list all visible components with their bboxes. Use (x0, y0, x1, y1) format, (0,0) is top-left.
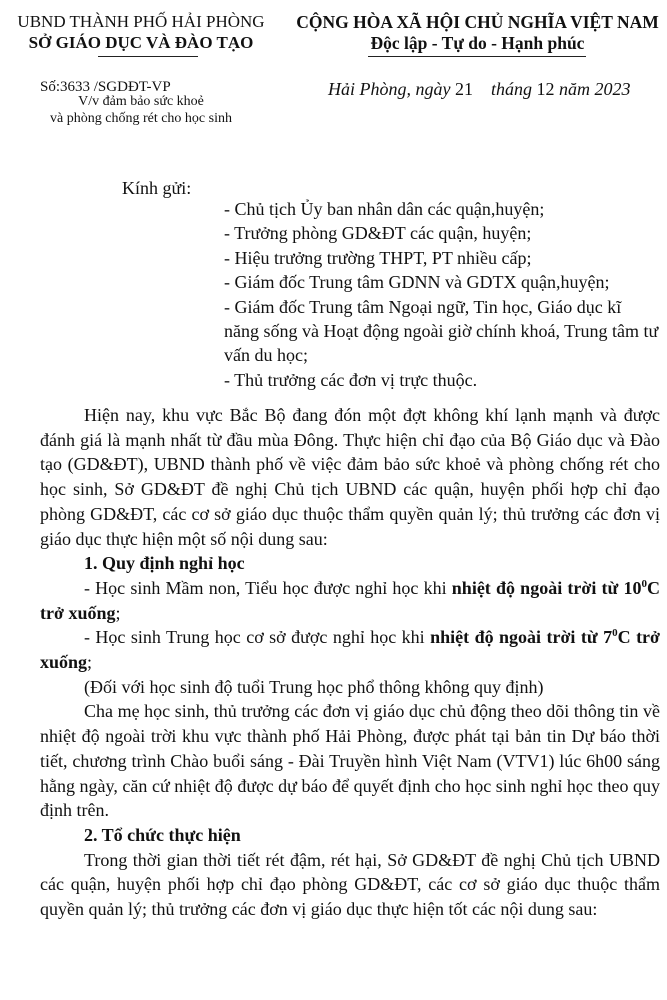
document-subject: V/v đảm bảo sức khoẻ và phòng chống rét cho học sinh (50, 94, 232, 126)
implementation-paragraph: Trong thời gian thời tiết rét đậm, rét hại, Sở GD&ĐT đề nghị Chủ tịch UBND các quận, huyện phối hợp chỉ đạo phòng GD&ĐT, các cơ sở giáo dục thuộc thẩm quyền quản lý; thủ trưởng các đơn vị giáo dục thực hiện tốt các nội dung sau: (40, 849, 660, 920)
header-underline-right (368, 56, 586, 57)
rule-lower-secondary: - Học sinh Trung học cơ sở được nghỉ học khi nhiệt độ ngoài trời từ $7^0C$ trở xuống; (40, 627, 661, 673)
document-date: Hải Phòng, ngày 21 tháng 12 năm 2023 (328, 79, 631, 99)
recipient-list (224, 197, 659, 392)
greeting: Kính gửi: (122, 178, 192, 198)
national-title: CỘNG HÒA XÃ HỘI CHỦ NGHĨA VIỆT NAM (296, 12, 659, 32)
issuing-authority: UBND THÀNH PHỐ HẢI PHÒNG (17, 12, 265, 31)
parents-paragraph: Cha mẹ học sinh, thủ trưởng các đơn vị giáo dục chủ động theo dõi thông tin về nhiệt độ ngoài trời khu vực thành phố Hải Phòng, được phát tại bản tin Dự báo thời tiết, chương trình Chào buổi sáng - Đài Truyền hình Việt Nam (VTV1) lúc 6h00 sáng hằng ngày, căn cứ nhiệt độ được dự báo để quyết định cho học sinh nghỉ học theo quy định trên. (40, 701, 660, 821)
recipient-item: - Giám đốc Trung tâm Ngoại ngữ, Tin học, Giáo dục kĩ năng sống và Hoạt động ngoài giờ chính khoá, Trung tâm tư vấn du học; (224, 296, 659, 366)
section-1-title: 1. Quy định nghỉ học (84, 553, 245, 574)
recipient-item: - Chủ tịch Ủy ban nhân dân các quận,huyện; (224, 199, 545, 219)
national-motto: Độc lập - Tự do - Hạnh phúc (370, 33, 585, 53)
letter-body (40, 403, 660, 922)
intro-paragraph: Hiện nay, khu vực Bắc Bộ đang đón một đợt không khí lạnh mạnh và được đánh giá là mạnh nhất từ đầu mùa Đông. Thực hiện chỉ đạo của Bộ Giáo dục và Đào tạo (GD&ĐT), UBND thành phố về việc đảm bảo sức khoẻ và phòng chống rét cho học sinh, Sở GD&ĐT đề nghị Chủ tịch UBND các quận, huyện phối hợp chỉ đạo phòng GD&ĐT, các cơ sở giáo dục thuộc thẩm quyền quản lý; thủ trưởng các đơn vị giáo dục thực hiện một số nội dung sau: (40, 405, 660, 549)
header-underline-left (98, 56, 198, 57)
rule-kindergarten-primary: - Học sinh Mầm non, Tiểu học được nghỉ học khi nhiệt độ ngoài trời từ $10^0C$ trở xuống; (40, 577, 660, 623)
recipient-item: - Thủ trưởng các đơn vị trực thuộc. (224, 369, 478, 390)
section-2-title: 2. Tổ chức thực hiện (84, 824, 241, 845)
upper-secondary-note: (Đối với học sinh độ tuổi Trung học phổ thông không quy định) (84, 676, 544, 697)
recipient-item: - Trưởng phòng GD&ĐT các quận, huyện; (224, 223, 532, 244)
document-number: Số:3633 /SGDĐT-VP (40, 79, 171, 95)
recipient-item: - Hiệu trưởng trường THPT, PT nhiều cấp; (224, 247, 532, 268)
issuing-department: SỞ GIÁO DỤC VÀ ĐÀO TẠO (28, 33, 254, 52)
recipient-item: - Giám đốc Trung tâm GDNN và GDTX quận,huyện; (224, 272, 610, 293)
